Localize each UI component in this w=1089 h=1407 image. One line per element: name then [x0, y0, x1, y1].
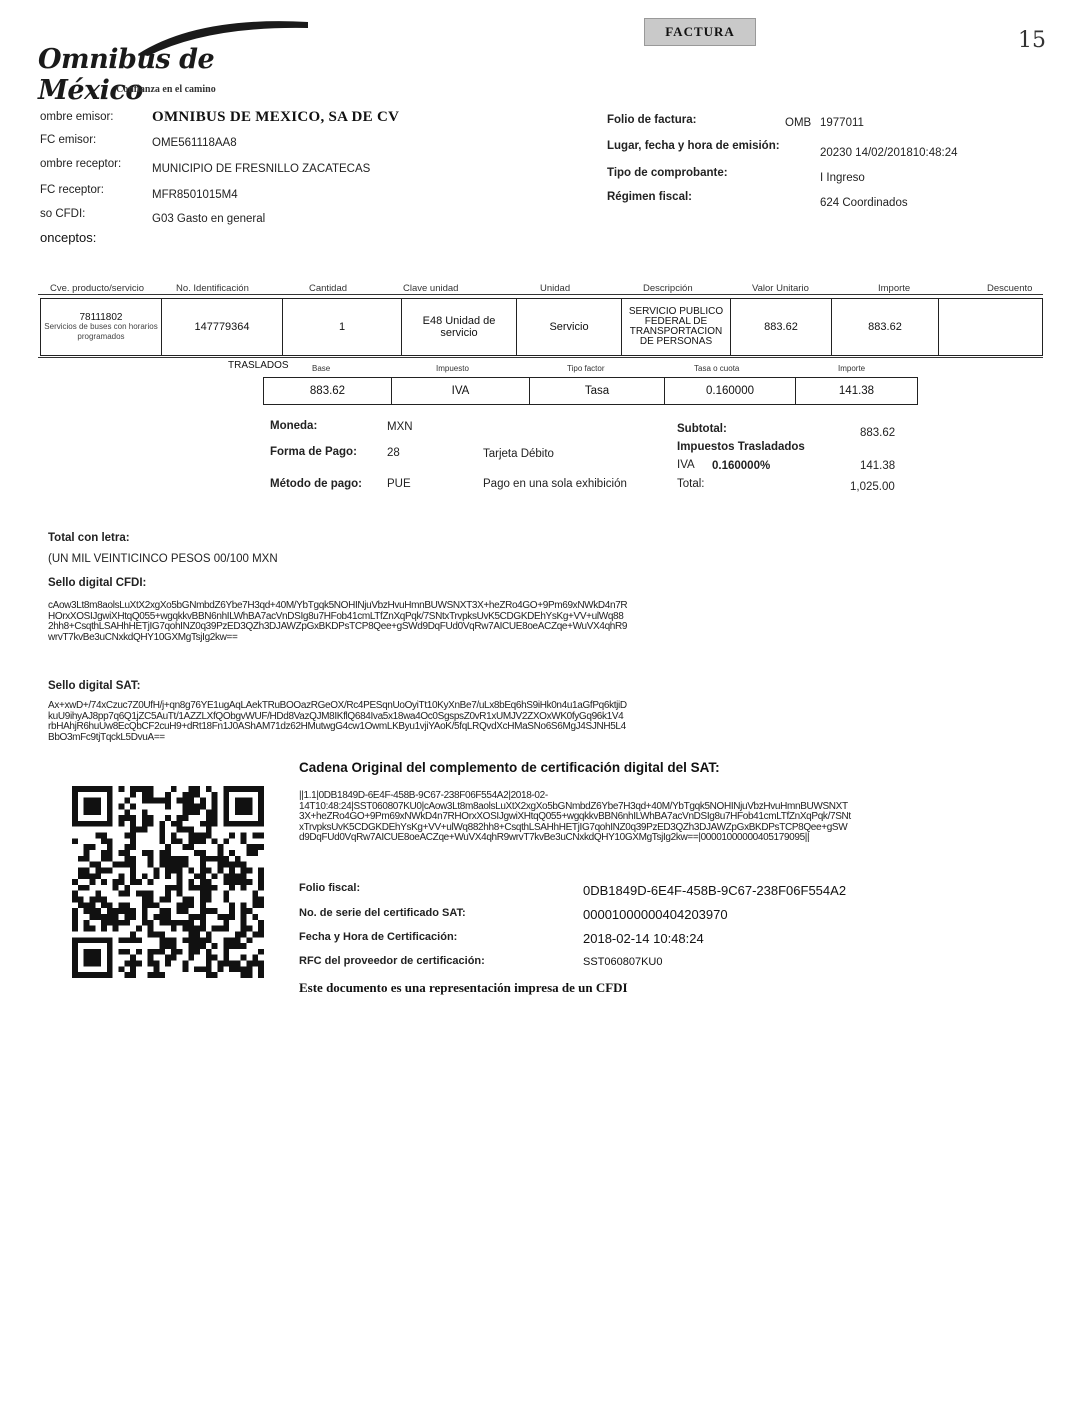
cell-importe: 883.62: [832, 299, 939, 356]
cell-descripcion: SERVICIO PUBLICO FEDERAL DE TRANSPORTACION DE PERSONAS: [622, 299, 731, 356]
cell-descuento: [939, 299, 1043, 356]
metodo-pago-desc: Pago en una sola exhibición: [483, 478, 627, 490]
regimen-fiscal: 624 Coordinados: [820, 197, 908, 209]
conceptos-label: onceptos:: [40, 230, 97, 245]
tras-impuesto: IVA: [392, 378, 530, 405]
rfc-emisor: OME561118AA8: [152, 137, 237, 149]
rfc-emisor-label: FC emisor:: [40, 134, 97, 146]
qr-code-icon: [72, 786, 264, 978]
lugar-fecha-label: Lugar, fecha y hora de emisión:: [607, 140, 780, 152]
rfc-receptor-label: FC receptor:: [40, 184, 104, 196]
folio-number: 1977011: [820, 117, 864, 129]
forma-pago-code: 28: [387, 447, 400, 459]
total-letra-label: Total con letra:: [48, 532, 130, 544]
col-importe: Importe: [878, 283, 911, 294]
col-descripcion: Descripción: [643, 283, 693, 294]
cell-unidad: Servicio: [517, 299, 622, 356]
uso-cfdi-label: so CFDI:: [40, 208, 86, 220]
header-divider: [38, 294, 1043, 295]
col-clave-unidad: Clave unidad: [403, 283, 459, 294]
cell-clave: 78111802 Servicios de buses con horarios programados: [41, 299, 162, 356]
tras-col-impuesto: Impuesto: [436, 364, 469, 373]
nombre-receptor: MUNICIPIO DE FRESNILLO ZACATECAS: [152, 163, 371, 175]
tras-importe: 141.38: [796, 378, 918, 405]
regimen-fiscal-label: Régimen fiscal:: [607, 191, 692, 203]
cell-clave-unidad: E48 Unidad de servicio: [402, 299, 517, 356]
tras-tasa: 0.160000: [665, 378, 796, 405]
col-valor-unitario: Valor Unitario: [752, 283, 809, 294]
subtotal-label: Subtotal:: [677, 423, 727, 435]
iva-amount: 141.38: [860, 460, 896, 472]
serie-sat: 00001000000404203970: [583, 907, 728, 922]
forma-pago-desc: Tarjeta Débito: [483, 448, 554, 460]
tipo-comprobante: I Ingreso: [820, 172, 865, 184]
metodo-pago-label: Método de pago:: [270, 478, 362, 490]
folio-label: Folio de factura:: [607, 114, 697, 126]
company-logo: [38, 14, 310, 106]
sello-cfdi-label: Sello digital CFDI:: [48, 577, 147, 589]
total-label: Total:: [677, 478, 705, 490]
forma-pago-label: Forma de Pago:: [270, 446, 357, 458]
cadena-original-value: ||1.1|0DB1849D-6E4F-458B-9C67-238F06F554A2|2018-02- 14T10:48:24|SST060807KU0|cAow3Lt8m8aolsLuXtX2xgXo5bGNmbdZ6Ybe7H3qd+40M/YbTgqk5NOHINjuVbzHvuHmnBUWSNXT 3X+heZRo4GO+9Pm69xNWkD4n7RHOrxXOSIJgwiXHtqQ055+wgqkkvBBN6nhILWhBA7acVnDSIg8u7HFob41cmLTfZnXqPqk/7SNt xTrvpksUvK5CDGKDEhYsKg+VV+ulWq882hh8+CsqthLSAHhHETjIG7qohINZ0q39PzED3QZh3DJAWZpGxBKDPsTCP8Qee+gSW d9DqFUd0VqRw7AICUE8oeACZqe+WuVX4qhR9wrvT7kvBe3uCNxkdQHY10GXMgTsjIg2kw==|00001000000405179095||: [299, 790, 851, 843]
serie-sat-label: No. de serie del certificado SAT:: [299, 907, 466, 919]
traslados-table: [263, 377, 918, 405]
total-amount: 1,025.00: [850, 481, 895, 493]
tipo-comprobante-label: Tipo de comprobante:: [607, 167, 728, 179]
nombre-emisor: OMNIBUS DE MEXICO, SA DE CV: [152, 109, 400, 125]
folio-fiscal-label: Folio fiscal:: [299, 882, 361, 894]
moneda: MXN: [387, 421, 413, 433]
row-divider: [38, 357, 1043, 358]
rfc-proveedor: SST060807KU0: [583, 956, 663, 968]
table-row: [41, 299, 1043, 356]
iva-label: IVA: [677, 459, 695, 471]
tras-tipo-factor: Tasa: [530, 378, 665, 405]
uso-cfdi: G03 Gasto en general: [152, 213, 266, 225]
col-no-ident: No. Identificación: [176, 283, 249, 294]
col-cantidad: Cantidad: [309, 283, 348, 294]
traslados-label: TRASLADOS: [228, 360, 289, 371]
moneda-label: Moneda:: [270, 420, 318, 432]
document-type-badge: FACTURA: [644, 18, 756, 46]
cell-no-ident: 147779364: [162, 299, 283, 356]
sello-sat-label: Sello digital SAT:: [48, 680, 141, 692]
col-descuento: Descuento: [987, 283, 1033, 294]
folio-serie: OMB: [785, 117, 812, 129]
col-clave: Cve. producto/servicio: [50, 283, 144, 294]
tras-col-tipo-factor: Tipo factor: [567, 364, 605, 373]
impuestos-trasladados-label: Impuestos Trasladados: [677, 441, 805, 453]
cfdi-footer-note: Este documento es una representación impresa de un CFDI: [299, 980, 628, 995]
concept-table: [40, 298, 1043, 356]
rfc-receptor: MFR8501015M4: [152, 189, 238, 201]
col-unidad: Unidad: [540, 283, 571, 294]
tras-col-base: Base: [312, 364, 331, 373]
sello-sat-value: Ax+xwD+/74xCzuc7Z0UfH/j+qn8g76YE1ugAqLAekTRuBOOazRGeOX/Rc4PESqnUoOyiTt10KyXnBe7/uLx8bEq6hS9iHk0n4u1aGfPq6ktjiD kuU9ihyAJ8pp7q6Q1jZC5AuTt/1AZZLXfQObgvWUF/HDd8VazQJM8IKflQ684Iva5x18wa4Oc0SgspsZ0vR1xUMJV2ZXOxWK0fyGq96k1V4 rbHAhjR6huUw8EcQbCF2cuH9+dRt18Fn1J0AShAM71dz62HMutwgG4cw1OwmLKByu1vjiYAoK/5fqLRQvdXcHMaSNo6S6MgJ4SJNH5L4 BbO3mFc9tjTqckL5DvuA==: [48, 700, 627, 743]
handwritten-page-number: 15: [1018, 28, 1046, 53]
fecha-certificacion-label: Fecha y Hora de Certificación:: [299, 931, 458, 943]
lugar-fecha: 20230 14/02/201810:48:24: [820, 147, 958, 159]
fecha-certificacion: 2018-02-14 10:48:24: [583, 931, 704, 946]
cadena-original-label: Cadena Original del complemento de certificación digital del SAT:: [299, 760, 720, 775]
sello-cfdi-value: cAow3Lt8m8aolsLuXtX2xgXo5bGNmbdZ6Ybe7H3qd+40M/YbTgqk5NOHINjuVbzHvuHmnBUWSNXT3X+heZRo4GO+9Pm69xNWkD4n7R HOrxXOSIJgwiXHtqQ055+wgqkkvBBN6nhILWhBA7acVnDSIg8u7HFob41cmLTfZnXqPqk/7SNtxTrvpksUvK5CDGKDEhYsKg+VV+ulWq88 2hh8+CsqthLSAHhHETjIG7qohINZ0q39PzED3QZh3DJAWZpGxBKDPsTCP8Qee+gSWd9DqFUd0VqRw7AICUE8oeACZqe+WuVX4qhR9 wrvT7kvBe3uCNxkdQHY10GXMgTsjIg2kw==: [48, 600, 628, 643]
cell-valor-unitario: 883.62: [731, 299, 832, 356]
tras-col-importe: Importe: [838, 364, 866, 373]
brand-name: Omnibus de México: [38, 44, 215, 106]
nombre-receptor-label: ombre receptor:: [40, 158, 122, 170]
subtotal: 883.62: [860, 427, 896, 439]
nombre-emisor-label: ombre emisor:: [40, 111, 114, 123]
total-letra: (UN MIL VEINTICINCO PESOS 00/100 MXN: [48, 553, 278, 565]
metodo-pago-code: PUE: [387, 478, 411, 490]
folio-fiscal: 0DB1849D-6E4F-458B-9C67-238F06F554A2: [583, 883, 847, 898]
iva-rate: 0.160000%: [712, 460, 771, 472]
tras-base: 883.62: [264, 378, 392, 405]
rfc-proveedor-label: RFC del proveedor de certificación:: [299, 955, 485, 967]
cell-cantidad: 1: [283, 299, 402, 356]
tras-col-tasa: Tasa o cuota: [694, 364, 740, 373]
brand-tagline: Confianza en el camino: [116, 84, 216, 95]
table-row: [264, 378, 918, 405]
